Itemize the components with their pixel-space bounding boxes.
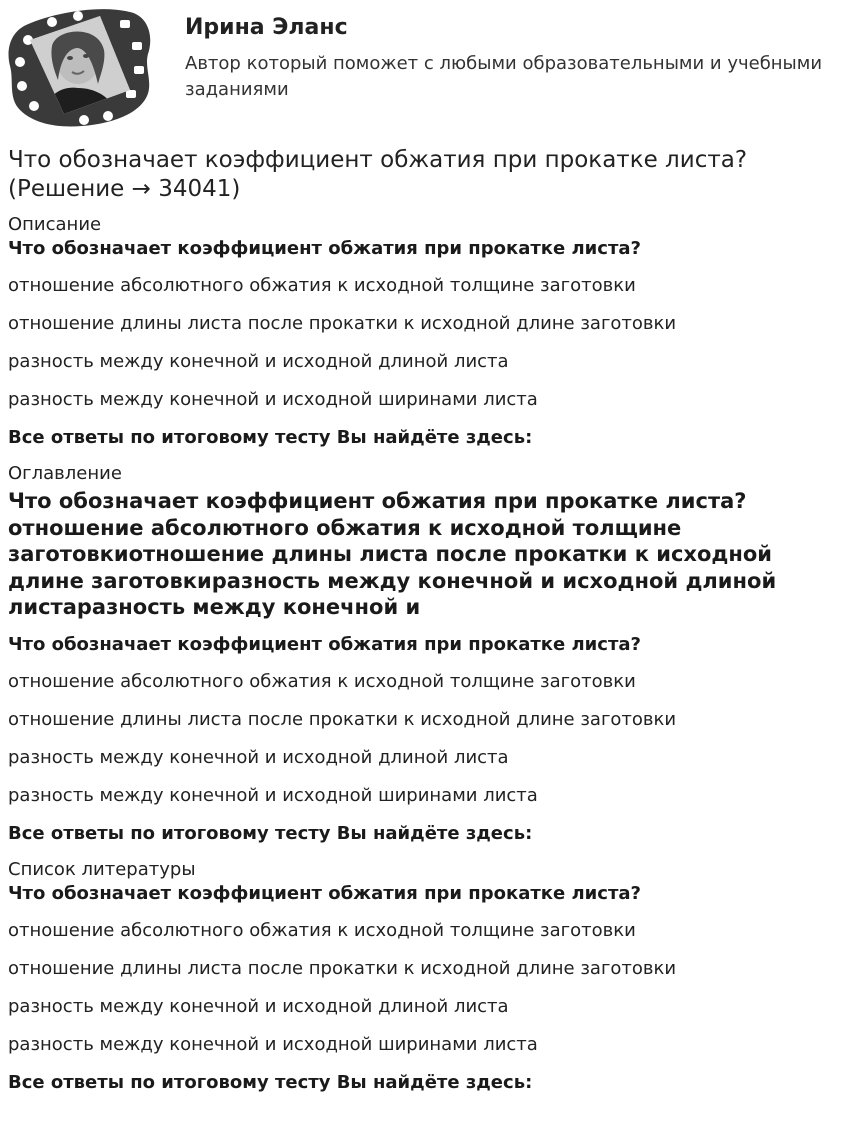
section-description [8, 213, 838, 450]
author-block [8, 6, 838, 130]
author-description: Автор который поможет с любыми образовательными и учебными заданиями [185, 53, 823, 100]
answer-option: разность между конечной и исходной ширинами листа [8, 784, 538, 806]
answer-option: разность между конечной и исходной длиной листа [8, 351, 509, 372]
main-content [8, 146, 838, 1107]
answer-option: отношение абсолютного обжатия к исходной толщине заготовки [8, 275, 636, 296]
author-avatar[interactable] [8, 6, 154, 130]
answer-option: разность между конечной и исходной ширинами листа [8, 1033, 538, 1055]
all-answers-link[interactable]: Все ответы по итоговому тесту Вы найдёте здесь: [8, 1071, 533, 1093]
answer-option: разность между конечной и исходной длиной листа [8, 995, 509, 1017]
question-text: Что обозначает коэффициент обжатия при прокатке листа? [8, 882, 641, 904]
page-title: Что обозначает коэффициент обжатия при прокатке листа? (Решение → 34041) [8, 147, 748, 202]
question-text: Что обозначает коэффициент обжатия при прокатке листа? [8, 633, 641, 655]
answer-option: разность между конечной и исходной длиной листа [8, 746, 509, 768]
answer-option: отношение абсолютного обжатия к исходной толщине заготовки [8, 670, 636, 692]
question-text: Что обозначает коэффициент обжатия при прокатке листа? [8, 238, 641, 259]
section-label: Описание [8, 214, 102, 235]
answer-option: разность между конечной и исходной ширинами листа [8, 389, 538, 410]
answer-option: отношение длины листа после прокатки к исходной длине заготовки [8, 957, 677, 979]
section-references [8, 858, 838, 1095]
section-contents [8, 462, 838, 846]
section-label: Список литературы [8, 858, 196, 880]
answer-option: отношение абсолютного обжатия к исходной толщине заготовки [8, 919, 636, 941]
answer-option: отношение длины листа после прокатки к исходной длине заготовки [8, 313, 677, 334]
contents-heading: Что обозначает коэффициент обжатия при прокатке листа?отношение абсолютного обжатия к исходной толщине заготовкиотношение длины листа после прокатки к исходной длине заготовкиразность между конечной и исходной длиной листаразность между конечной и [8, 489, 777, 619]
answer-option: отношение длины листа после прокатки к исходной длине заготовки [8, 708, 677, 730]
all-answers-link[interactable]: Все ответы по итоговому тесту Вы найдёте здесь: [8, 427, 533, 448]
section-label: Оглавление [8, 463, 122, 484]
author-name[interactable]: Ирина Эланс [185, 15, 348, 40]
all-answers-link[interactable]: Все ответы по итоговому тесту Вы найдёте здесь: [8, 822, 533, 844]
